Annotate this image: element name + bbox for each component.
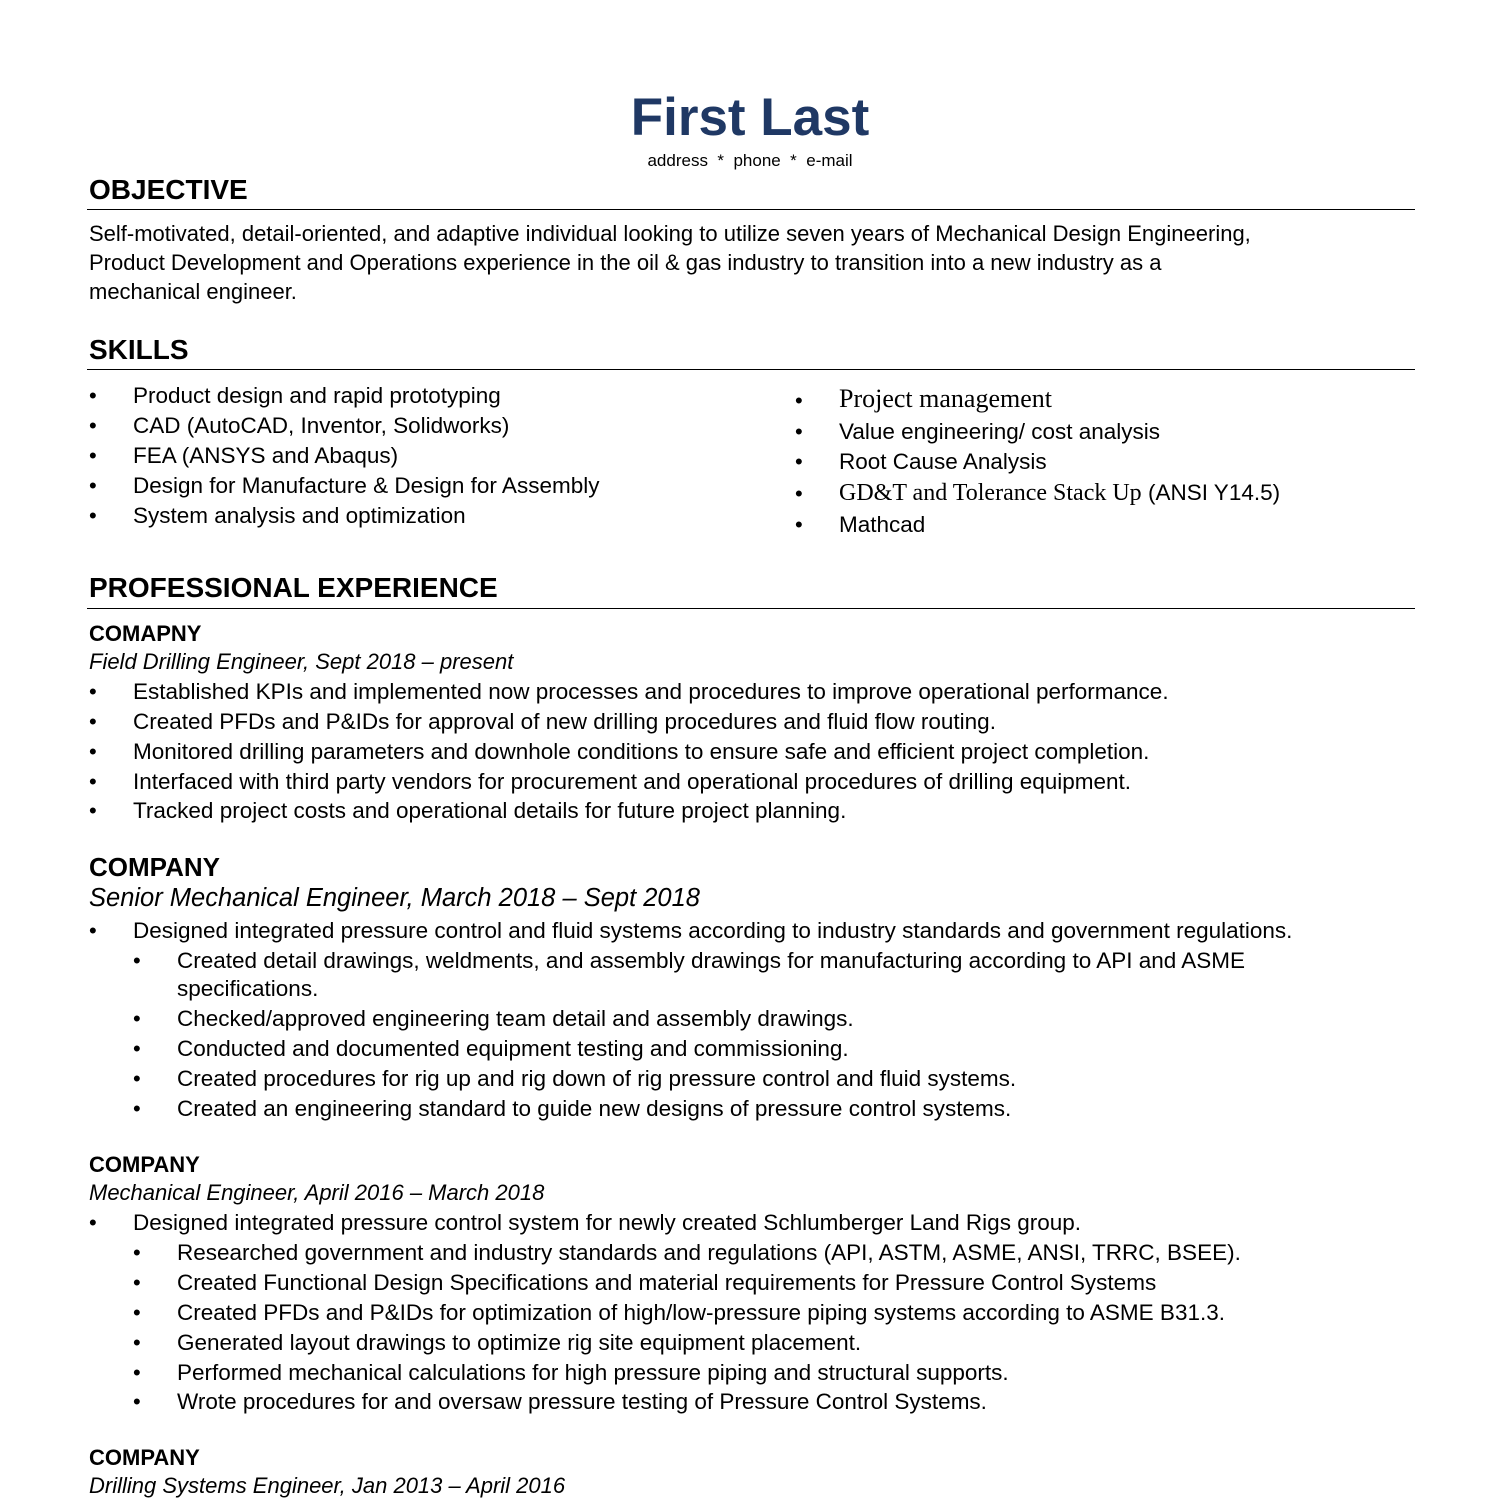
skill-item (839, 478, 1280, 508)
bullet-icon: • (133, 1300, 141, 1325)
job-bullet: Designed integrated pressure control system for newly created Schlumberger Land Rigs group. (133, 1210, 1081, 1235)
job-bullet: Monitored drilling parameters and downhole conditions to ensure safe and efficient project completion. (133, 739, 1150, 764)
bullet-icon: • (89, 383, 97, 408)
objective-text (89, 219, 1409, 306)
bullet-icon: • (795, 512, 803, 537)
skill-item-part: (ANSI Y14.5) (1147, 480, 1281, 505)
skill-item: CAD (AutoCAD, Inventor, Solidworks) (133, 413, 510, 438)
contact-line: address * phone * e-mail (647, 151, 853, 170)
job-title: Mechanical Engineer, April 2016 – March 2018 (89, 1180, 545, 1205)
job-bullet: Interfaced with third party vendors for procurement and operational procedures of drilling equipment. (133, 769, 1132, 794)
objective-line: Product Development and Operations experience in the oil & gas industry to transition into a new industry as a (89, 250, 1162, 275)
skill-item: Product design and rapid prototyping (133, 383, 501, 408)
bullet-icon: • (133, 1330, 141, 1355)
job-sub-bullet: Performed mechanical calculations for high pressure piping and structural supports. (177, 1360, 1009, 1385)
bullet-icon: • (795, 481, 803, 506)
bullet-icon: • (89, 1210, 97, 1235)
bullet-icon: • (89, 473, 97, 498)
bullet-icon: • (133, 1036, 141, 1061)
bullet-icon: • (89, 443, 97, 468)
job-sub-bullet: Created Functional Design Specifications and material requirements for Pressure Control Systems (177, 1270, 1157, 1295)
skills-heading: SKILLS (89, 334, 189, 365)
bullet-icon: • (89, 503, 97, 528)
bullet-icon: • (89, 798, 97, 823)
company-name: COMAPNY (89, 621, 202, 646)
job-bullet: Established KPIs and implemented now processes and procedures to improve operational performance. (133, 679, 1169, 704)
skill-item: Value engineering/ cost analysis (839, 419, 1161, 444)
job-bullet: Designed integrated pressure control and fluid systems according to industry standards and government regulations. (133, 918, 1293, 943)
job-title: Drilling Systems Engineer, Jan 2013 – April 2016 (89, 1473, 566, 1498)
company-name: COMPANY (89, 1445, 200, 1470)
candidate-name: First Last (630, 88, 870, 147)
job-sub-bullet: Checked/approved engineering team detail and assembly drawings. (177, 1006, 854, 1031)
job-sub-bullet: Generated layout drawings to optimize rig site equipment placement. (177, 1330, 862, 1355)
bullet-icon: • (133, 1389, 141, 1414)
section-divider (87, 209, 1415, 210)
skill-item: FEA (ANSYS and Abaqus) (133, 443, 399, 468)
bullet-icon: • (133, 1006, 141, 1031)
job-bullet: Tracked project costs and operational details for future project planning. (133, 798, 847, 823)
bullet-icon: • (133, 1240, 141, 1265)
job-sub-bullet: Created PFDs and P&IDs for optimization of high/low-pressure piping systems according to ASME B31.3. (177, 1300, 1225, 1325)
company-name: COMPANY (89, 852, 220, 882)
skill-item-part: GD&T and Tolerance Stack Up (839, 480, 1142, 506)
bullet-icon: • (795, 388, 803, 413)
job-sub-bullet: Created detail drawings, weldments, and assembly drawings for manufacturing according to API and ASME (177, 948, 1246, 973)
skill-item: System analysis and optimization (133, 503, 466, 528)
bullet-icon: • (133, 1360, 141, 1385)
company-name: COMPANY (89, 1152, 200, 1177)
bullet-icon: • (89, 769, 97, 794)
skill-item: Mathcad (839, 512, 926, 537)
section-divider (87, 369, 1415, 370)
job-sub-bullet: Created an engineering standard to guide new designs of pressure control systems. (177, 1096, 1012, 1121)
bullet-icon: • (89, 739, 97, 764)
bullet-icon: • (795, 449, 803, 474)
bullet-icon: • (795, 419, 803, 444)
job-sub-bullet: Conducted and documented equipment testing and commissioning. (177, 1036, 849, 1061)
bullet-icon: • (133, 948, 141, 973)
bullet-icon: • (89, 679, 97, 704)
bullet-icon: • (133, 1096, 141, 1121)
bullet-icon: • (133, 1270, 141, 1295)
objective-line: Self-motivated, detail-oriented, and adaptive individual looking to utilize seven years of Mechanical Design Engineering, (89, 221, 1251, 246)
bullet-icon: • (133, 1066, 141, 1091)
skill-item: Root Cause Analysis (839, 449, 1047, 474)
bullet-icon: • (89, 413, 97, 438)
bullet-icon: • (89, 918, 97, 943)
experience-heading: PROFESSIONAL EXPERIENCE (89, 572, 498, 603)
job-title: Field Drilling Engineer, Sept 2018 – present (89, 649, 514, 674)
objective-line: mechanical engineer. (89, 279, 297, 304)
job-sub-bullet-continued: specifications. (177, 976, 319, 1001)
skill-item: Design for Manufacture & Design for Assembly (133, 473, 600, 498)
job-bullet: Created PFDs and P&IDs for approval of new drilling procedures and fluid flow routing. (133, 709, 996, 734)
job-sub-bullet: Created procedures for rig up and rig down of rig pressure control and fluid systems. (177, 1066, 1017, 1091)
section-divider (87, 608, 1415, 609)
objective-heading: OBJECTIVE (89, 174, 248, 205)
skill-item: Project management (839, 384, 1052, 413)
job-title: Senior Mechanical Engineer, March 2018 – Sept 2018 (89, 884, 700, 912)
bullet-icon: • (89, 709, 97, 734)
job-sub-bullet: Wrote procedures for and oversaw pressure testing of Pressure Control Systems. (177, 1389, 987, 1414)
job-sub-bullet: Researched government and industry standards and regulations (API, ASTM, ASME, ANSI, TRRC, BSEE). (177, 1240, 1241, 1265)
